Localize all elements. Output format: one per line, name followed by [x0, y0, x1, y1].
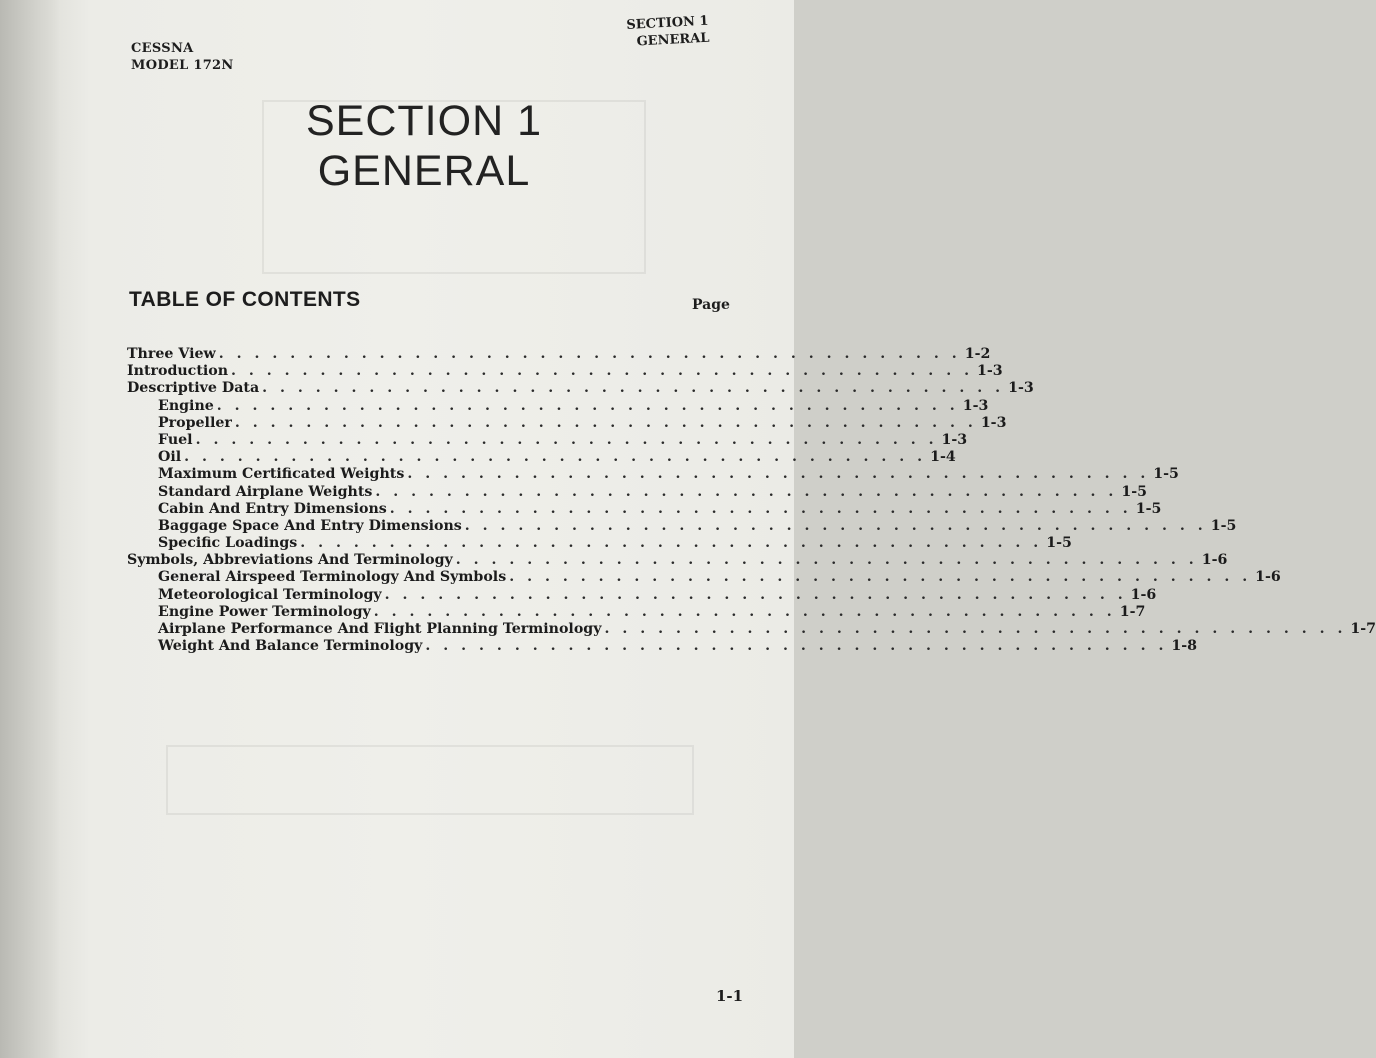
toc-entry-page: 1-2	[964, 346, 991, 362]
toc-entry-page: 1-6	[1130, 586, 1157, 603]
toc-entry-label: Oil	[158, 449, 182, 466]
toc-leader-dots: . . . . . . . . . . . . . . . . . . . . . . . . . . . . . . . . . . . . . . . . . .	[425, 638, 1168, 655]
toc-entry	[158, 500, 1162, 518]
toc-entry-label: Fuel	[158, 431, 193, 448]
toc-entry-label: Cabin And Entry Dimensions	[158, 500, 387, 517]
toc-entry-label: Maximum Certificated Weights	[158, 466, 405, 483]
toc-leader-dots: . . . . . . . . . . . . . . . . . . . . . . . . . . . . . . . . . . . . . . . . . .	[384, 586, 1127, 603]
toc-entry	[158, 603, 1146, 621]
toc-entry	[127, 379, 1034, 397]
toc-page-column-label: Page	[692, 297, 730, 313]
toc-entry	[158, 586, 1157, 604]
toc-entry-label: General Airspeed Terminology And Symbols	[158, 569, 507, 586]
toc-entry	[127, 345, 991, 363]
toc-entry-label: Weight And Balance Terminology	[158, 638, 423, 655]
toc-entry-label: Descriptive Data	[127, 380, 260, 397]
toc-entry-label: Engine Power Terminology	[158, 603, 371, 620]
toc-entry-page: 1-5	[1046, 535, 1072, 552]
toc-entry-page: 1-5	[1135, 500, 1162, 517]
toc-leader-dots: . . . . . . . . . . . . . . . . . . . . . . . . . . . . . . . . . . . . . . . . . .	[300, 535, 1043, 552]
toc-entry	[158, 517, 1237, 535]
toc-entry	[158, 431, 968, 449]
toc-entry-label: Introduction	[127, 363, 229, 380]
toc-entry-label: Three View	[127, 346, 216, 362]
toc-entry	[158, 465, 1179, 483]
header-section: SECTION 1	[626, 13, 709, 33]
toc-entry-page: 1-8	[1171, 638, 1198, 655]
toc-entry-page: 1-3	[980, 414, 1007, 431]
toc-entry-page: 1-3	[941, 431, 968, 448]
page-number: 1-1	[716, 987, 744, 1005]
toc-entry	[127, 551, 1228, 569]
toc-entry-label: Specific Loadings	[158, 535, 298, 552]
section-number: SECTION 1	[306, 97, 542, 145]
toc-entry-label: Symbols, Abbreviations And Terminology	[127, 552, 453, 569]
toc-entry-page: 1-3	[962, 397, 989, 414]
toc-leader-dots: . . . . . . . . . . . . . . . . . . . . . . . . . . . . . . . . . . . . . . . . . .	[509, 569, 1252, 586]
toc-entry-label: Airplane Performance And Flight Planning Terminology	[158, 621, 602, 638]
toc-entry	[158, 637, 1198, 655]
toc-leader-dots: . . . . . . . . . . . . . . . . . . . . . . . . . . . . . . . . . . . . . . . . . .	[455, 552, 1198, 569]
toc-leader-dots: . . . . . . . . . . . . . . . . . . . . . . . . . . . . . . . . . . . . . . . . . .	[231, 363, 974, 380]
toc-entry	[127, 362, 1003, 380]
toc-entry-page: 1-5	[1121, 483, 1147, 500]
toc-leader-dots: . . . . . . . . . . . . . . . . . . . . . . . . . . . . . . . . . . . . . . . . . .	[216, 397, 959, 414]
toc-leader-dots: . . . . . . . . . . . . . . . . . . . . . . . . . . . . . . . . . . . . . . . . . .	[373, 603, 1116, 620]
toc-entry	[158, 568, 1281, 586]
section-name: GENERAL	[317, 147, 531, 195]
toc-leader-dots: . . . . . . . . . . . . . . . . . . . . . . . . . . . . . . . . . . . . . . . . . .	[389, 500, 1132, 517]
toc-leader-dots: . . . . . . . . . . . . . . . . . . . . . . . . . . . . . . . . . . . . . . . . . .	[234, 414, 977, 431]
toc-entry-page: 1-7	[1119, 603, 1146, 620]
toc-entry	[158, 620, 1376, 638]
toc-entry-page: 1-4	[930, 449, 956, 466]
toc-entry-page: 1-7	[1350, 621, 1376, 638]
toc-entry-page: 1-6	[1201, 552, 1228, 569]
toc-leader-dots: . . . . . . . . . . . . . . . . . . . . . . . . . . . . . . . . . . . . . . . . . .	[464, 517, 1207, 534]
toc-leader-dots: . . . . . . . . . . . . . . . . . . . . . . . . . . . . . . . . . . . . . . . . . .	[218, 346, 961, 362]
toc-title: TABLE OF CONTENTS	[129, 288, 361, 311]
toc-entry	[158, 483, 1147, 501]
toc-entry-page: 1-3	[1008, 380, 1034, 397]
toc-entry	[158, 448, 956, 466]
toc-leader-dots: . . . . . . . . . . . . . . . . . . . . . . . . . . . . . . . . . . . . . . . . . .	[375, 483, 1118, 500]
toc-entry	[158, 397, 989, 415]
toc-entry-label: Propeller	[158, 414, 232, 431]
toc-entry	[158, 534, 1072, 552]
header-section-name: GENERAL	[636, 30, 710, 50]
toc-entry-page: 1-3	[977, 363, 1003, 380]
toc-entry-label: Engine	[158, 397, 214, 414]
toc-entry-page: 1-6	[1255, 569, 1281, 586]
toc-entry-page: 1-5	[1153, 466, 1179, 483]
toc-leader-dots: . . . . . . . . . . . . . . . . . . . . . . . . . . . . . . . . . . . . . . . . . .	[195, 431, 938, 448]
toc-leader-dots: . . . . . . . . . . . . . . . . . . . . . . . . . . . . . . . . . . . . . . . . . .	[604, 621, 1347, 638]
toc-entry-page: 1-5	[1210, 517, 1237, 534]
toc-entry-label: Standard Airplane Weights	[158, 483, 373, 500]
header-manufacturer: CESSNA	[131, 41, 194, 56]
toc-leader-dots: . . . . . . . . . . . . . . . . . . . . . . . . . . . . . . . . . . . . . . . . . .	[407, 466, 1150, 483]
toc-leader-dots: . . . . . . . . . . . . . . . . . . . . . . . . . . . . . . . . . . . . . . . . . .	[184, 449, 927, 466]
toc-entry-label: Meteorological Terminology	[158, 586, 382, 603]
toc-leader-dots: . . . . . . . . . . . . . . . . . . . . . . . . . . . . . . . . . . . . . . . . . .	[262, 380, 1005, 397]
toc-entry-label: Baggage Space And Entry Dimensions	[158, 517, 462, 534]
toc-entry	[158, 414, 1007, 432]
header-model: MODEL 172N	[131, 58, 234, 73]
